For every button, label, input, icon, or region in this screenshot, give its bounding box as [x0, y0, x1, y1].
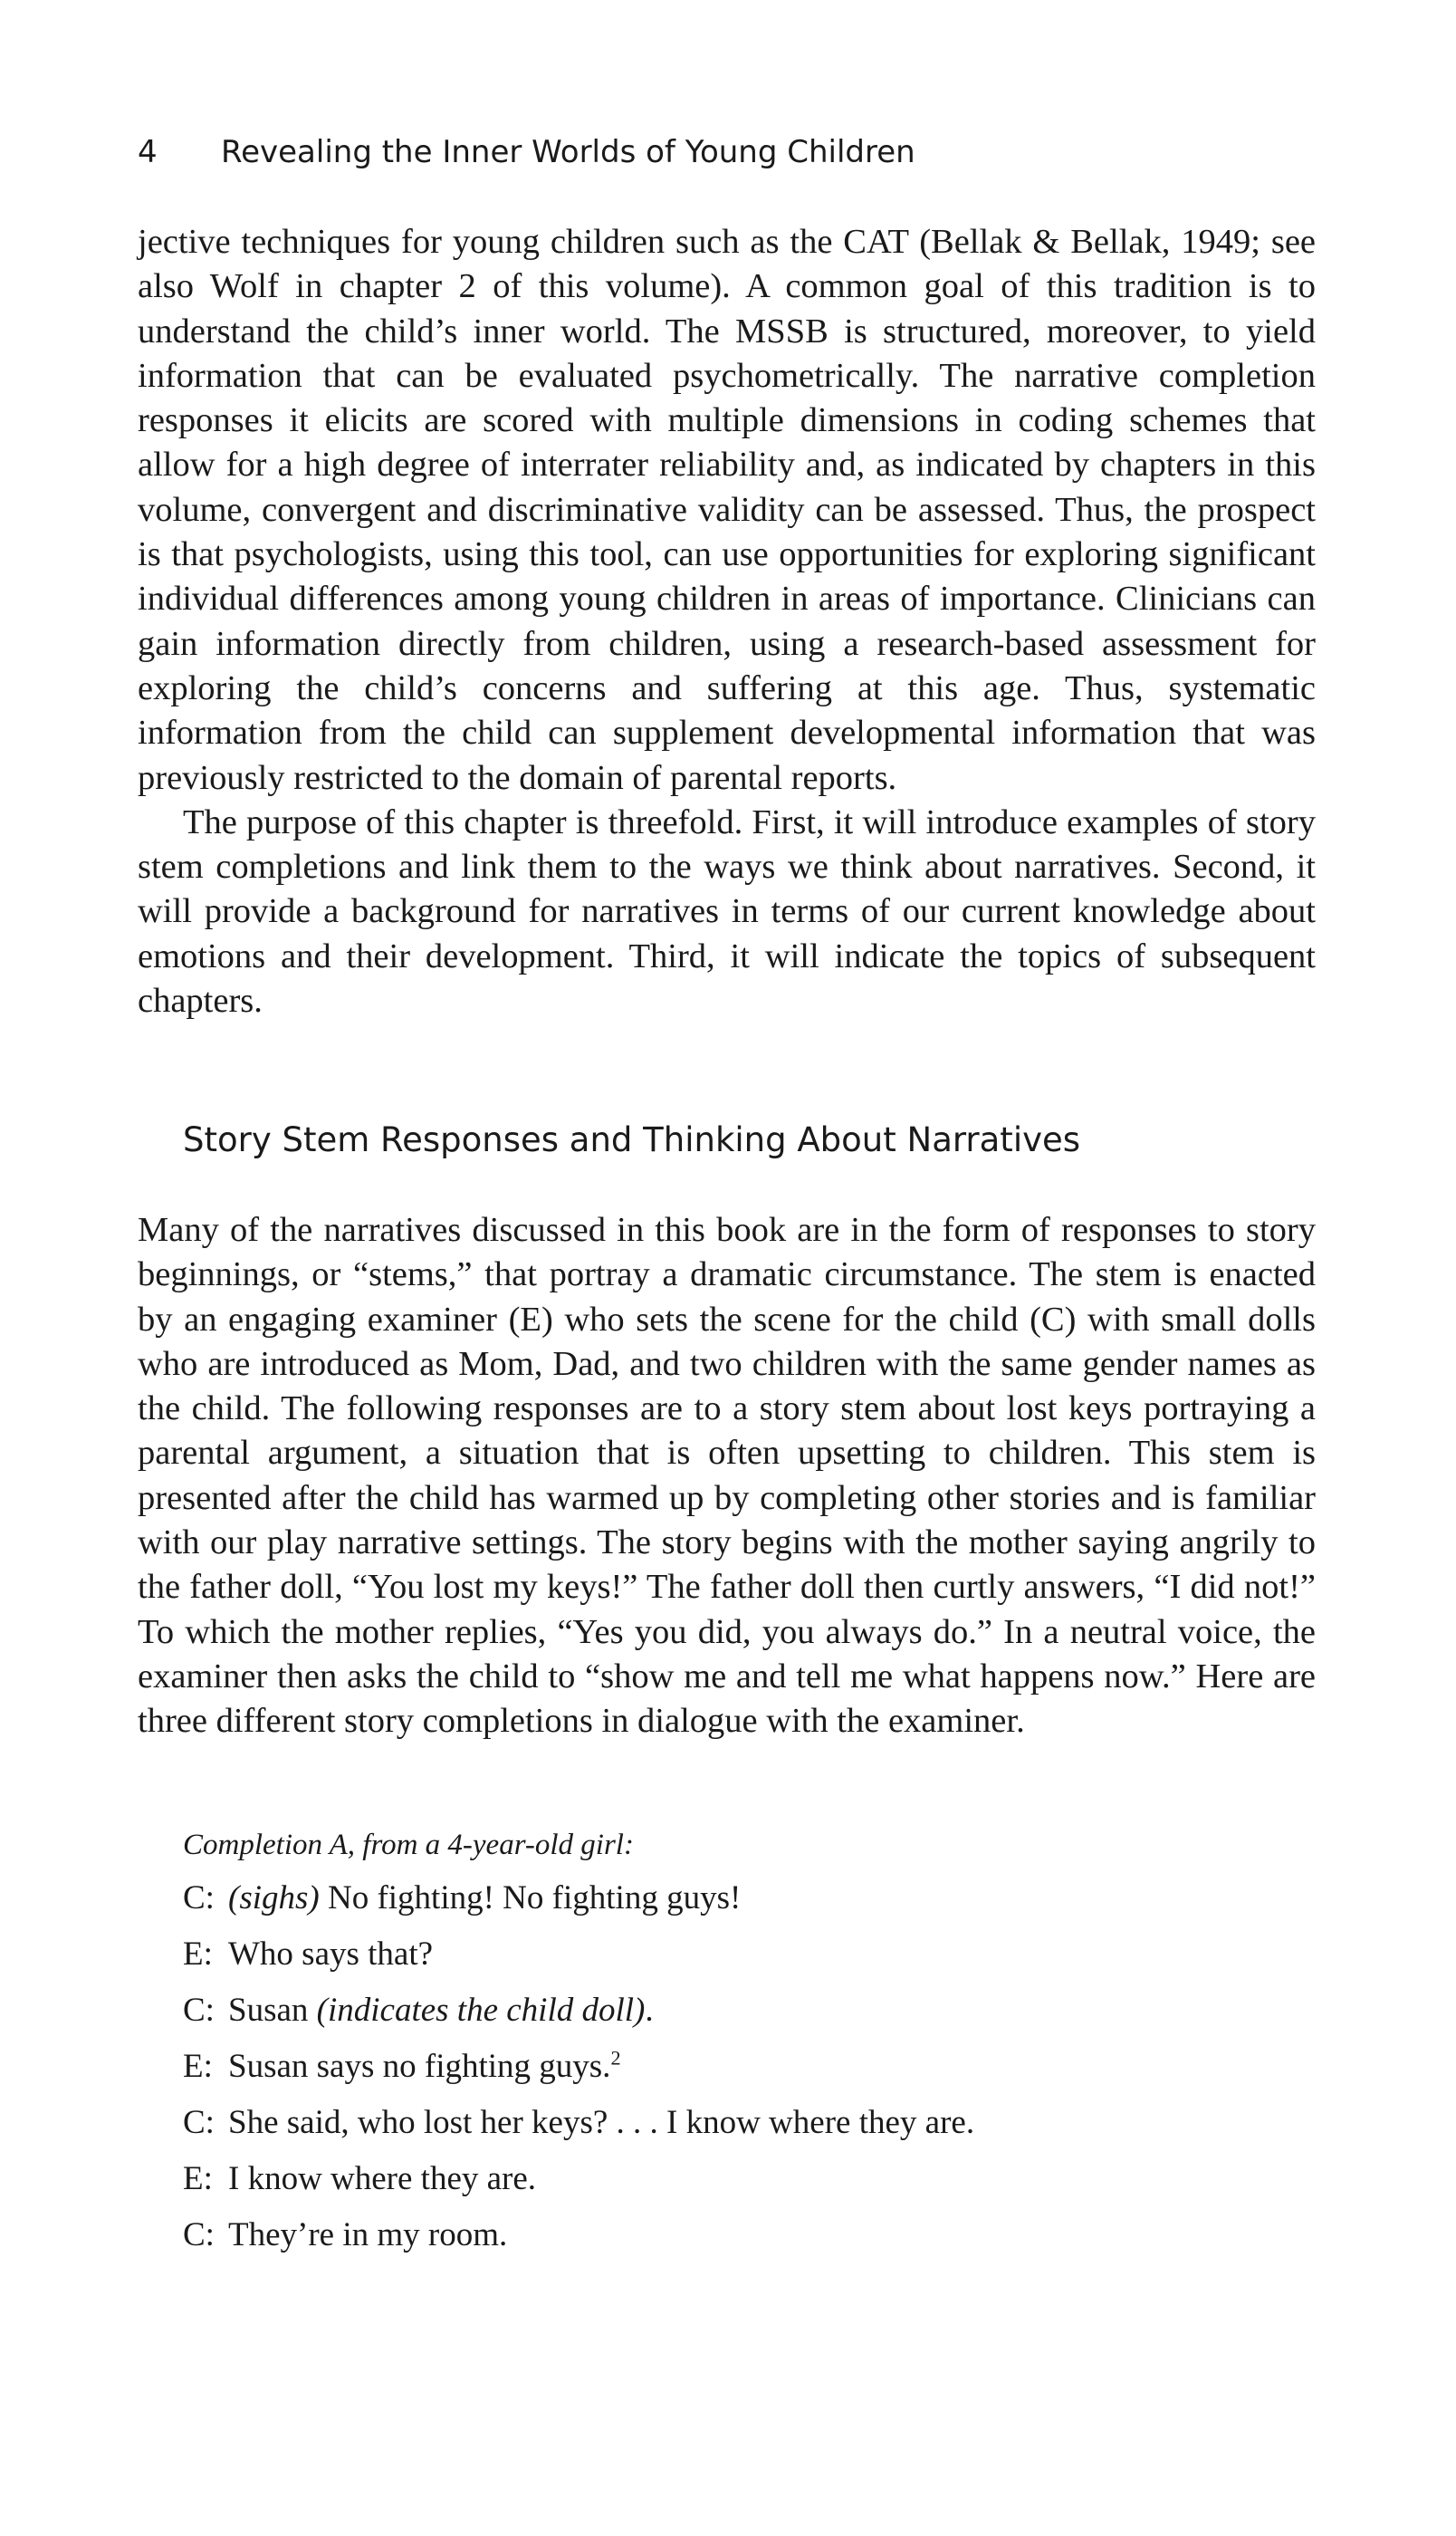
intro-paragraph-1: jective techniques for young children such as the CAT (Bellak & Bellak, 1949; see also Wolf in chapter 2 of this volume). A common goal of this tradition is to understand the child’s inner world. The MSSB is structured, moreover, to yield information that can be evaluated psychometrically. The narrative completion responses it elicits are scored with multiple dimensions in coding schemes that allow for a high degree of interrater reliability and, as indicated by chapters in this volume, convergent and discriminative validity can be assessed. Thus, the prospect is that psychologists, using this tool, can use opportunities for exploring significant individual differences among young children in areas of importance. Clinicians can gain information directly from children, using a research-based assessment for exploring the child’s concerns and suffering at this age. Thus, systematic information from the child can supplement developmental information that was previously restricted to the domain of parental reports.: [138, 223, 1316, 797]
speaker-label: E:: [183, 1936, 213, 1973]
completion-label: Completion A, from a 4-year-old girl:: [183, 1829, 634, 1861]
stage-direction: (indicates the child doll): [316, 1992, 646, 2029]
dialogue-line: [183, 1989, 1315, 2045]
dialogue-line: [183, 2101, 1315, 2157]
dialogue-punctuation: .: [645, 1992, 654, 2029]
intro-text: [138, 220, 1316, 1023]
dialogue-text: Susan: [228, 1992, 309, 2029]
dialogue-line: [183, 2214, 1315, 2270]
running-title: Revealing the Inner Worlds of Young Children: [221, 134, 915, 170]
footnote-marker[interactable]: 2: [610, 2046, 621, 2070]
stage-direction: (sighs): [228, 1879, 320, 1916]
dialogue-text: Susan says no fighting guys.: [228, 2048, 611, 2085]
section-heading: Story Stem Responses and Thinking About Narratives: [183, 1120, 1081, 1159]
dialogue-line: [183, 1933, 1315, 1989]
intro-paragraph-2: The purpose of this chapter is threefold. First, it will introduce examples of story stem completions and link them to the ways we think about narratives. Second, it will provide a background for narratives in terms of our current knowledge about emotions and their development. Third, it will indicate the topics of subsequent chapters.: [138, 802, 1316, 1021]
dialogue-line: [183, 1877, 1315, 1933]
page-number: 4: [138, 134, 158, 170]
dialogue-text: Who says that?: [228, 1936, 434, 1973]
speaker-label: C:: [183, 2216, 215, 2253]
dialogue-line: [183, 2045, 1315, 2101]
speaker-label: C:: [183, 2104, 215, 2141]
dialogue-text: They’re in my room.: [228, 2216, 508, 2253]
speaker-label: E:: [183, 2160, 213, 2197]
section-paragraph: Many of the narratives discussed in this book are in the form of responses to story beginnings, or “stems,” that portray a dramatic circumstance. The stem is enacted by an engaging examiner (E) who sets the scene for the child (C) with small dolls who are introduced as Mom, Dad, and two children with the same gender names as the child. The following responses are to a story stem about lost keys portraying a parental argument, a situation that is often upsetting to children. This stem is presented after the child has warmed up by completing other stories and is familiar with our play narrative settings. The story begins with the mother saying angrily to the father doll, “You lost my keys!” The father doll then curtly answers, “I did not!” To which the mother replies, “Yes you did, you always do.” In a neutral voice, the examiner then asks the child to “show me and tell me what happens now.” Here are three different story completions in dialogue with the examiner.: [138, 1211, 1316, 1741]
dialogue-text: No fighting! No fighting guys!: [327, 1879, 742, 1916]
section-text: [138, 1208, 1316, 1744]
speaker-label: E:: [183, 2048, 213, 2085]
speaker-label: C:: [183, 1992, 215, 2029]
dialogue-line: [183, 2157, 1315, 2214]
dialogue-text: She said, who lost her keys? . . . I know where they are.: [228, 2104, 975, 2141]
dialogue-transcript: [183, 1877, 1315, 2270]
dialogue-text: I know where they are.: [228, 2160, 537, 2197]
running-head: [138, 132, 1315, 172]
speaker-label: C:: [183, 1879, 215, 1916]
